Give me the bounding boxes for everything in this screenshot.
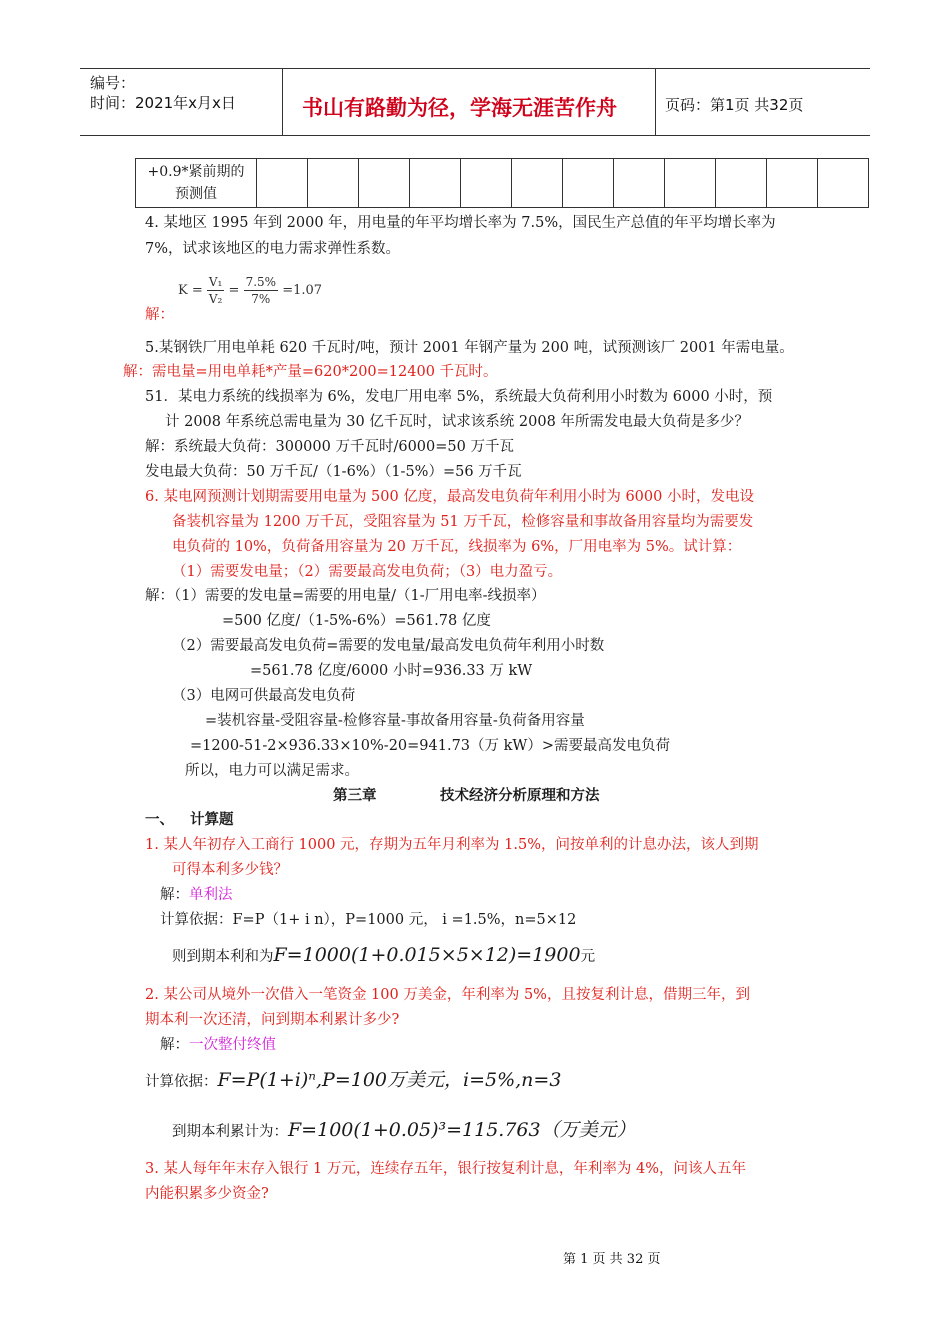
fraction-num: 7.5%: [245, 275, 277, 289]
c2-basis-prefix: 计算依据：: [145, 1074, 218, 1090]
c2-result-formula: F=100(1+0.05)³=115.763（万美元）: [288, 1119, 636, 1141]
formula-k: K =: [178, 283, 203, 298]
table-cell: [512, 159, 563, 208]
c2-line2: 期本利一次还清，问到期本利累计多少?: [145, 1012, 400, 1028]
chapter-number: 第三章: [333, 787, 377, 804]
section-title: 计算题: [190, 811, 234, 828]
c2-result: [172, 1120, 636, 1142]
fraction-v: [207, 274, 224, 307]
q6-sol3: （2）需要最高发电负荷=需要的发电量/最高发电负荷年利用小时数: [172, 638, 605, 654]
q6-sol4: =561.78 亿度/6000 小时=936.33 万 kW: [250, 663, 533, 679]
c1-result: [172, 945, 595, 967]
q4-line2: 7%，试求该地区的电力需求弹性系数。: [145, 241, 401, 257]
table-cell: [308, 159, 359, 208]
c2-method: 一次整付终值: [189, 1037, 276, 1053]
c1-basis: 计算依据：F=P（1+ i n），P=1000 元， i =1.5%，n=5×12: [160, 912, 577, 928]
c1-unit: 元: [580, 949, 596, 965]
fraction-v2: V₂: [208, 292, 223, 306]
header-bottom-rule: [80, 135, 870, 136]
table-cell: [767, 159, 818, 208]
formula-result: =1.07: [282, 283, 323, 298]
q4-formula: [178, 274, 322, 307]
table-cell: [563, 159, 614, 208]
q6-sol7: =1200-51-2×936.33×10%-20=941.73（万 kW）>需要最高发电负荷: [190, 738, 670, 754]
c3-line2: 内能积累多少资金?: [145, 1186, 269, 1202]
table-row: [136, 159, 869, 208]
c2-result-prefix: 到期本利累计为：: [172, 1124, 288, 1140]
fraction-rate: [244, 274, 279, 307]
table-cell-line2: 预测值: [175, 186, 217, 202]
table-cell: [257, 159, 308, 208]
table-cell: [410, 159, 461, 208]
header-divider-left: [282, 68, 283, 136]
q5-line1: 5.某钢铁厂用电单耗 620 千瓦时/吨，预计 2001 年钢产量为 200 吨，试预测该厂 2001 年需电量。: [145, 340, 794, 356]
q6-sol6: =装机容量-受阻容量-检修容量-事故备用容量-负荷备用容量: [205, 713, 585, 729]
table-cell-line1: +0.9*紧前期的: [147, 164, 245, 180]
chapter-title: 技术经济分析原理和方法: [440, 787, 600, 804]
c1-solution: [160, 885, 233, 905]
prediction-table: [135, 158, 869, 208]
q4-solution-label: 解：: [145, 307, 174, 323]
q6-sol5: （3）电网可供最高发电负荷: [172, 688, 356, 704]
q5-answer: 解：需电量=用电单耗*产量=620*200=12400 千瓦时。: [123, 364, 498, 380]
q6-sol8: 所以，电力可以满足需求。: [185, 763, 359, 779]
c1-line2: 可得本利多少钱？: [172, 862, 288, 878]
c1-method: 单利法: [189, 887, 233, 903]
q4-line1: 4. 某地区 1995 年到 2000 年，用电量的年平均增长率为 7.5%，国民生产总值的年平均增长率为: [145, 215, 776, 231]
formula-eq: =: [228, 283, 240, 298]
q6-line2: 备装机容量为 1200 万千瓦，受阻容量为 51 万千瓦，检修容量和事故备用容量均为需要发: [172, 514, 754, 530]
c3-line1: 3. 某人每年年末存入银行 1 万元，连续存五年，银行按复利计息，年利率为 4%，问该人五年: [145, 1161, 746, 1177]
table-cell: [359, 159, 410, 208]
page-footer: 第 1 页 共 32 页: [563, 1252, 661, 1267]
table-cell: [614, 159, 665, 208]
c1-result-prefix: 则到期本利和为: [172, 949, 274, 965]
header-top-rule: [80, 68, 870, 69]
q51-sol1: 解：系统最大负荷：300000 万千瓦时/6000=50 万千瓦: [145, 439, 514, 455]
c2-basis-formula: F=P(1+i)ⁿ,P=100万美元，i=5%,n=3: [217, 1069, 562, 1091]
q51-line2: 计 2008 年系统总需电量为 30 亿千瓦时，试求该系统 2008 年所需发电最大负荷是多少？: [165, 414, 749, 430]
header-divider-right: [655, 68, 656, 136]
header-motto: 书山有路勤为径，学海无涯苦作舟: [302, 96, 617, 120]
q6-line4: （1）需要发电量；（2）需要最高发电负荷；（3）电力盈亏。: [172, 564, 563, 580]
table-cell: [818, 159, 869, 208]
c2-solution: [160, 1035, 276, 1055]
table-cell: [461, 159, 512, 208]
header-page-label: 页码：第1页 共32页: [665, 96, 804, 114]
c1-formula: F=1000(1+0.015×5×12)=1900: [273, 944, 581, 966]
c1-solution-label: 解：: [160, 887, 189, 903]
header-time-label: 时间：2021年x月x日: [90, 94, 236, 112]
table-first-cell: [136, 159, 257, 208]
table-cell: [665, 159, 716, 208]
c2-basis: [145, 1070, 561, 1092]
q6-line1: 6. 某电网预测计划期需要用电量为 500 亿度，最高发电负荷年利用小时为 6000 小时，发电设: [145, 489, 754, 505]
q51-line1: 51．某电力系统的线损率为 6%，发电厂用电率 5%，系统最大负荷利用小时数为 6000 小时，预: [145, 389, 773, 405]
q51-sol2: 发电最大负荷：50 万千瓦/（1-6%）（1-5%）=56 万千瓦: [145, 464, 522, 480]
c2-line1: 2. 某公司从境外一次借入一笔资金 100 万美金，年利率为 5%，且按复利计息，借期三年，到: [145, 987, 750, 1003]
table-cell: [716, 159, 767, 208]
section-number: 一、: [145, 811, 174, 828]
fraction-v1: V₁: [208, 275, 223, 289]
header-number-label: 编号：: [90, 74, 136, 92]
q6-sol1: 解：（1）需要的发电量=需要的用电量/（1-厂用电率-线损率）: [145, 588, 546, 604]
fraction-den: 7%: [251, 292, 271, 306]
c1-line1: 1. 某人年初存入工商行 1000 元，存期为五年月利率为 1.5%，问按单利的计息办法，该人到期: [145, 837, 759, 853]
q6-line3: 电负荷的 10%，负荷备用容量为 20 万千瓦，线损率为 6%，厂用电率为 5%。试计算：: [172, 539, 742, 555]
c2-solution-label: 解：: [160, 1037, 189, 1053]
q6-sol2: =500 亿度/（1-5%-6%）=561.78 亿度: [222, 613, 491, 629]
